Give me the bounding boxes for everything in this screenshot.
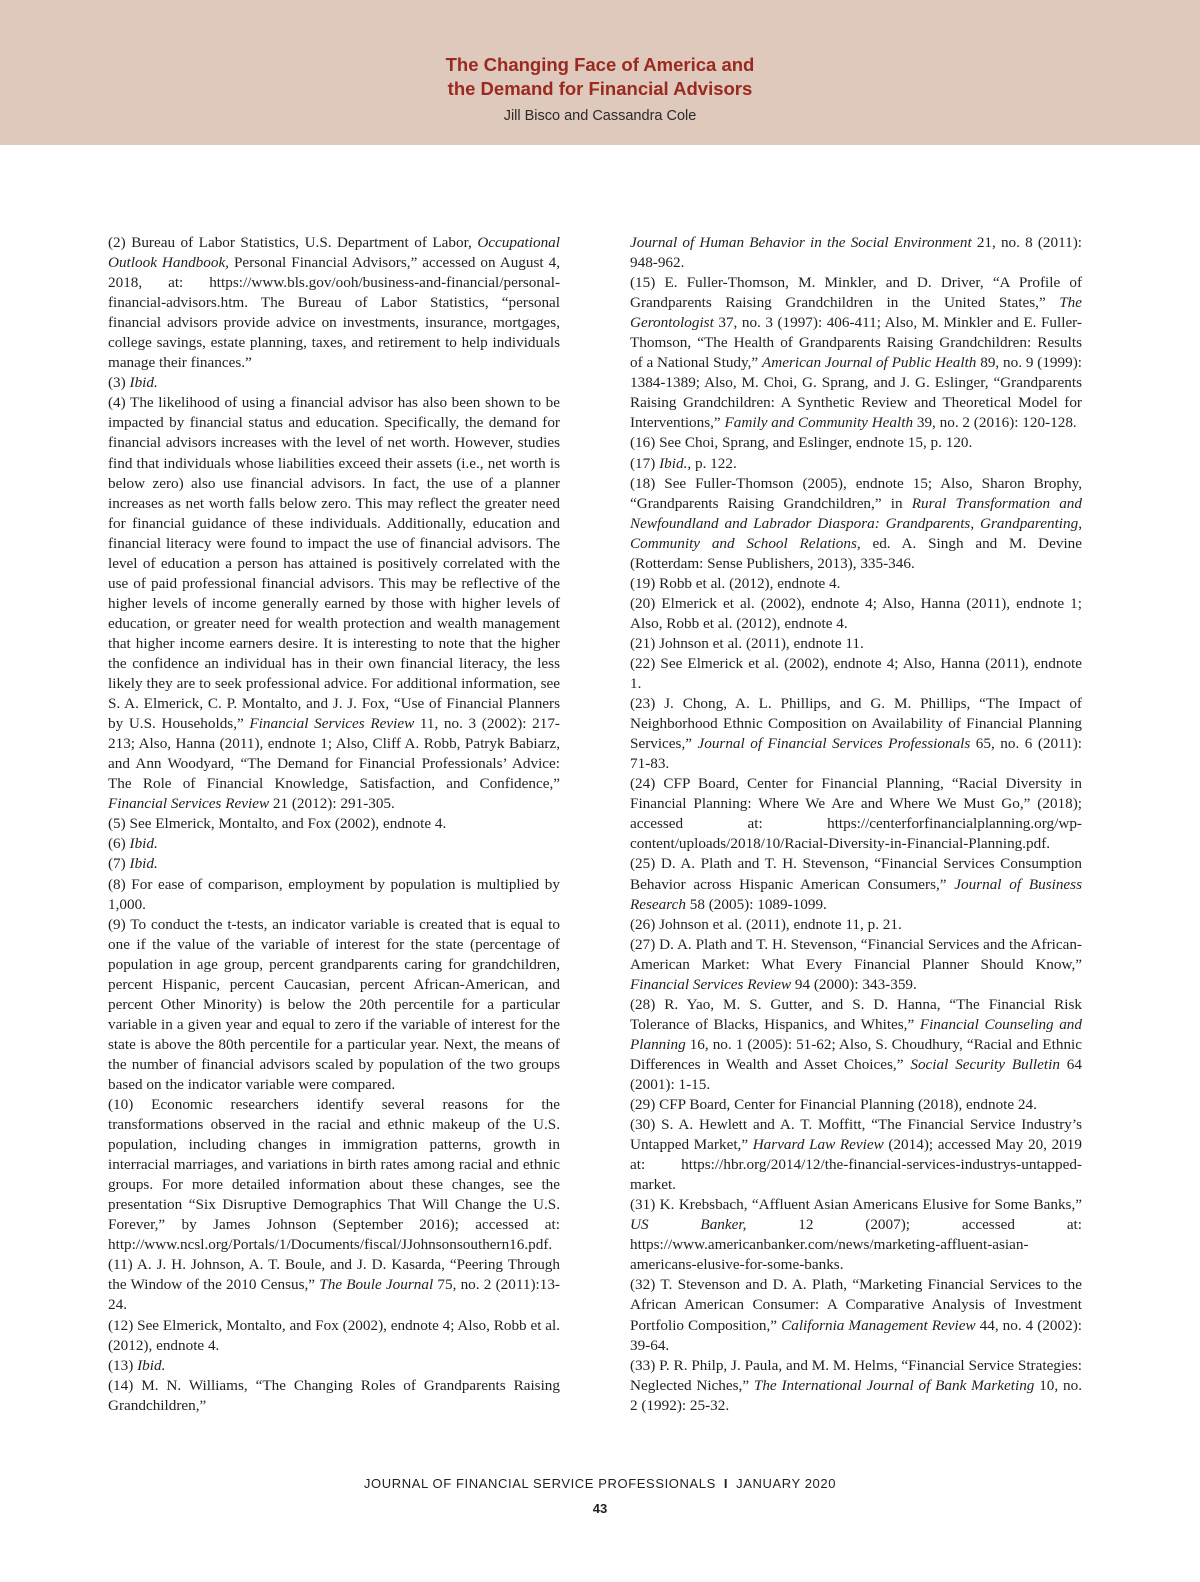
endnote-26: (26) Johnson et al. (2011), endnote 11, p. 21. [630, 915, 902, 933]
article-title [0, 53, 1200, 101]
endnote-15: (15) E. Fuller-Thomson, M. Minkler, and D. Driver, “A Profile of Grandparents Raising Grandchildren in the United States,” The Gerontologist 37, no. 3 (1997): 406-411; Also, M. Minkler and E. Fuller-Thomson, “The Health of Grandparents Raising Grandchildren: Results of a National Study,” American Journal of Public Health 89, no. 9 (1999): 1384-1389; Also, M. Choi, G. Sprang, and J. G. Eslinger, “Grandparents Raising Grandchildren: A Synthetic Review and Theoretical Model for Interventions,” Family and Community Health 39, no. 2 (2016): 120-128. [630, 274, 1082, 432]
endnote-9: (9) To conduct the t-tests, an indicator variable is created that is equal to one if the value of the variable of interest for the state (percentage of population in age group, percent grandparents caring for grandchildren, percent Hispanic, percent Caucasian, percent African-American, and percent Other Minority) is below the 20th percentile for a particular variable in a given year and equal to zero if the variable of interest for the state is above the 80th percentile for a particular year. Next, the means of the number of financial advisors scaled by population of the two groups based on the indicator variable were compared. [108, 915, 560, 1093]
endnote-10: (10) Economic researchers identify several reasons for the transformations observed in the racial and ethnic makeup of the U.S. population, including changes in immigration patterns, growth in interracial marriages, and variations in birth rates among racial and ethnic groups. For more detailed information about these changes, see the presentation “Six Disruptive Demographics That Will Change the U.S. Forever,” by James Johnson (September 2016); accessed at: http://www.ncsl.org/Portals/1/Documents/fiscal/JJohnsonsouthern16.pdf. [108, 1096, 560, 1254]
journal-name: JOURNAL OF FINANCIAL SERVICE PROFESSIONALS [363, 1476, 716, 1491]
endnote-30: (30) S. A. Hewlett and A. T. Moffitt, “The Financial Service Industry’s Untapped Market,” Harvard Law Review (2014); accessed May 20, 2019 at: https://hbr.org/2014/12/the-financial-services-industrys-untapped-market. [630, 1116, 1082, 1194]
endnote-24: (24) CFP Board, Center for Financial Planning, “Racial Diversity in Financial Planning: Where We Are and Where We Must Go,” (2018); accessed at: https://centerforfinancialplanning.org/wp-content/uploads/2018/10/Racial-Diversity-in-Financial-Planning.pdf. [630, 775, 1082, 853]
title-line-2: the Demand for Financial Advisors [447, 78, 753, 99]
issue-date: JANUARY 2020 [736, 1476, 837, 1491]
journal-footer [0, 1476, 1200, 1491]
endnote-22: (22) See Elmerick et al. (2002), endnote 4; Also, Hanna (2011), endnote 1. [630, 654, 1082, 693]
endnote-32: (32) T. Stevenson and D. A. Plath, “Marketing Financial Services to the African American Consumer: A Comparative Analysis of Investment Portfolio Composition,” California Management Review 44, no. 4 (2002): 39-64. [630, 1276, 1082, 1354]
endnote-29: (29) CFP Board, Center for Financial Planning (2018), endnote 24. [630, 1096, 1037, 1114]
endnote-21: (21) Johnson et al. (2011), endnote 11. [630, 634, 864, 652]
endnote-2: (2) Bureau of Labor Statistics, U.S. Department of Labor, Occupational Outlook Handbook, Personal Financial Advisors,” accessed on August 4, 2018, at: https://www.bls.gov/ooh/business-and-financial/personal-financial-advisors.htm. The Bureau of Labor Statistics, “personal financial advisors provide advice on investments, insurance, mortgages, college savings, estate planning, taxes, and retirement to help individuals manage their finances.” [108, 234, 560, 372]
endnote-11: (11) A. J. H. Johnson, A. T. Boule, and J. D. Kasarda, “Peering Through the Window of the 2010 Census,” The Boule Journal 75, no. 2 (2011):13-24. [108, 1256, 560, 1314]
endnote-27: (27) D. A. Plath and T. H. Stevenson, “Financial Services and the African-American Market: What Every Financial Planner Should Know,” Financial Services Review 94 (2000): 343-359. [630, 935, 1082, 993]
endnote-14-end: Journal of Human Behavior in the Social Environment 21, no. 8 (2011): 948-962. [630, 234, 1082, 272]
endnote-12: (12) See Elmerick, Montalto, and Fox (2002), endnote 4; Also, Robb et al. (2012), endnote 4. [108, 1316, 560, 1354]
endnote-31: (31) K. Krebsbach, “Affluent Asian Americans Elusive for Some Banks,” US Banker, 12 (2007); accessed at: https://www.americanbanker.com/news/marketing-affluent-asian-americans-elusive-for-some-banks. [630, 1196, 1082, 1274]
endnote-20: (20) Elmerick et al. (2002), endnote 4; Also, Hanna (2011), endnote 1; Also, Robb et al. (2012), endnote 4. [630, 594, 1082, 632]
endnotes-right-column [630, 233, 1082, 1416]
header-band [0, 0, 1200, 145]
endnote-33: (33) P. R. Philp, J. Paula, and M. M. Helms, “Financial Service Strategies: Neglected Niches,” The International Journal of Bank Marketing 10, no. 2 (1992): 25-32. [630, 1356, 1082, 1414]
endnote-3: (3) Ibid. [108, 374, 158, 392]
endnotes-left-column [108, 233, 560, 1416]
endnote-18: (18) See Fuller-Thomson (2005), endnote 15; Also, Sharon Brophy, “Grandparents Raising Grandchildren,” in Rural Transformation and Newfoundland and Labrador Diaspora: Grandparents, Grandparenting, Community and School Relations, ed. A. Singh and M. Devine (Rotterdam: Sense Publishers, 2013), 335-346. [630, 474, 1083, 572]
endnote-5: (5) See Elmerick, Montalto, and Fox (2002), endnote 4. [108, 815, 447, 833]
endnote-23: (23) J. Chong, A. L. Phillips, and G. M. Phillips, “The Impact of Neighborhood Ethnic Composition on Availability of Financial Planning Services,” Journal of Financial Services Professionals 65, no. 6 (2011): 71-83. [630, 695, 1082, 773]
title-line-1: The Changing Face of America and [445, 54, 755, 75]
endnote-16: (16) See Choi, Sprang, and Eslinger, endnote 15, p. 120. [630, 434, 973, 452]
endnote-14-start: (14) M. N. Williams, “The Changing Roles of Grandparents Raising Grandchildren,” [108, 1376, 560, 1414]
endnote-17: (17) Ibid., p. 122. [630, 454, 737, 472]
article-authors: Jill Bisco and Cassandra Cole [503, 108, 697, 124]
endnote-7: (7) Ibid. [108, 855, 158, 873]
endnote-28: (28) R. Yao, M. S. Gutter, and S. D. Hanna, “The Financial Risk Tolerance of Blacks, Hispanics, and Whites,” Financial Counseling and Planning 16, no. 1 (2005): 51-62; Also, S. Choudhury, “Racial and Ethnic Differences in Wealth and Asset Choices,” Social Security Bulletin 64 (2001): 1-15. [630, 995, 1082, 1093]
endnote-6: (6) Ibid. [108, 835, 158, 853]
endnote-13: (13) Ibid. [108, 1356, 166, 1374]
endnote-25: (25) D. A. Plath and T. H. Stevenson, “Financial Services Consumption Behavior across Hispanic American Consumers,” Journal of Business Research 58 (2005): 1089-1099. [630, 855, 1082, 913]
endnote-19: (19) Robb et al. (2012), endnote 4. [630, 574, 841, 592]
footer-separator: I [723, 1476, 729, 1491]
endnote-8: (8) For ease of comparison, employment by population is multiplied by 1,000. [108, 875, 560, 913]
endnote-4: (4) The likelihood of using a financial advisor has also been shown to be impacted by financial status and education. Specifically, the demand for financial advisors increases with the level of net worth. However, studies find that individuals whose liabilities exceed their assets (i.e., net worth is below zero) also use financial advisors. In fact, the use of a planner increases as net worth falls below zero. This may reflect the greater need for financial guidance of these individuals. Additionally, education and financial literacy were found to impact the use of financial advisors. The level of education a person has attained is positively correlated with the use of paid professional financial advisors. This may be reflective of the higher levels of income generally earned by those with higher levels of education, or greater need for wealth protection and wealth management that higher income earners desire. It is interesting to note that the higher the confidence an individual has in their own financial literacy, the less likely they are to seek professional advice. For additional information, see S. A. Elmerick, C. P. Montalto, and J. J. Fox, “Use of Financial Planners by U.S. Households,” Financial Services Review 11, no. 3 (2002): 217-213; Also, Hanna (2011), endnote 1; Also, Cliff A. Robb, Patryk Babiarz, and Ann Woodyard, “The Demand for Financial Professionals’ Advice: The Role of Financial Knowledge, Satisfaction, and Confidence,” Financial Services Review 21 (2012): 291-305. [108, 394, 560, 813]
page-number: 43 [592, 1501, 608, 1516]
